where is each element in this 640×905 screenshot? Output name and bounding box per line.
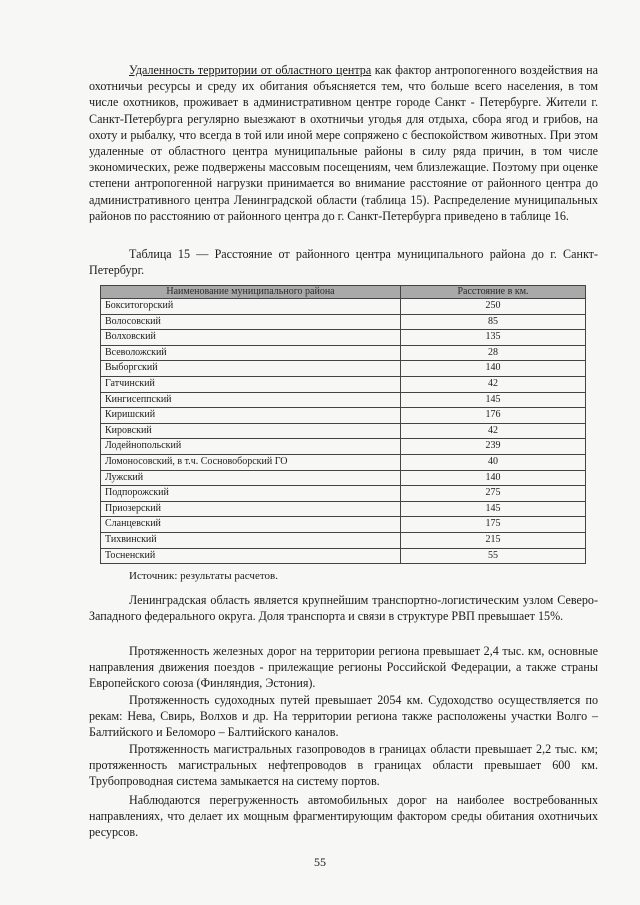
- distance-value: 175: [401, 517, 586, 533]
- table-row: [101, 532, 586, 548]
- distance-value: 85: [401, 314, 586, 330]
- district-name: Кировский: [101, 423, 401, 439]
- paragraph-transport: Ленинградская область является крупнейшим транспортно-логистическим узлом Северо-Западного федерального округа. Доля транспорта и связи в структуре РВП превышает 15%.: [89, 593, 598, 624]
- table-header-row: [101, 286, 586, 299]
- table-body: [101, 299, 586, 564]
- table-source-note: Источник: результаты расчетов.: [129, 570, 278, 582]
- distance-value: 135: [401, 330, 586, 346]
- paragraph-railways: Протяженность железных дорог на территории региона превышает 2,4 тыс. км, основные направления движения поездов - прилежащие регионы Российской Федерации, а также страны Европейского союза (Финляндия, Эстония).: [89, 644, 598, 691]
- distance-value: 40: [401, 454, 586, 470]
- column-header-distance: Расстояние в км.: [401, 286, 586, 299]
- distance-value: 145: [401, 392, 586, 408]
- district-name: Тосненский: [101, 548, 401, 564]
- district-name: Лужский: [101, 470, 401, 486]
- distance-value: 140: [401, 470, 586, 486]
- distance-value: 42: [401, 423, 586, 439]
- table-row: [101, 501, 586, 517]
- paragraph-roads: Наблюдаются перегруженность автомобильных дорог на наиболее востребованных направлениях, что делает их мощным фрагментирующим фактором среды обитания охотничьих ресурсов.: [89, 793, 598, 840]
- distance-value: 42: [401, 376, 586, 392]
- district-name: Сланцевский: [101, 517, 401, 533]
- table-row: [101, 517, 586, 533]
- district-name: Волосовский: [101, 314, 401, 330]
- table-caption: Таблица 15 — Расстояние от районного центра муниципального района до г. Санкт-Петербург.: [89, 247, 598, 277]
- table-row: [101, 361, 586, 377]
- district-name: Приозерский: [101, 501, 401, 517]
- table-row: [101, 314, 586, 330]
- distance-value: 250: [401, 299, 586, 315]
- table-row: [101, 439, 586, 455]
- distance-value: 55: [401, 548, 586, 564]
- district-name: Ломоносовский, в т.ч. Сосновоборский ГО: [101, 454, 401, 470]
- district-name: Подпорожский: [101, 486, 401, 502]
- distance-value: 239: [401, 439, 586, 455]
- table-row: [101, 392, 586, 408]
- table-row: [101, 345, 586, 361]
- district-name: Кингисеппский: [101, 392, 401, 408]
- page-number: 55: [314, 855, 326, 869]
- district-name: Киришский: [101, 408, 401, 424]
- table-row: [101, 376, 586, 392]
- table-row: [101, 454, 586, 470]
- distance-value: 176: [401, 408, 586, 424]
- district-name: Всеволожский: [101, 345, 401, 361]
- district-name: Выборгский: [101, 361, 401, 377]
- distance-table: [100, 285, 586, 564]
- table-row: [101, 299, 586, 315]
- table-row: [101, 408, 586, 424]
- district-name: Бокситогорский: [101, 299, 401, 315]
- distance-value: 275: [401, 486, 586, 502]
- paragraph-remoteness: [89, 62, 598, 224]
- paragraph-text: как фактор антропогенного воздействия на охотничьи ресурсы и среду их обитания объясняется тем, что больше всего населения, в том числе охотников, проживает в административном центре городе Санкт - Петербурге. Жители г. Санкт-Петербурга регулярно выезжают в охотничьи угодья для отдыха, сбора ягод и грибов, на охоту и рыбалку, что всегда в той или иной мере сопряжено с беспокойством животных. При этом удаленные от областного центра муниципальные районы в силу ряда причин, в том числе экономических, реже подвержены массовым посещениям, чем близлежащие. Поэтому при оценке степени антропогенной нагрузки принимается во внимание расстояние от районного центра до административного центра Ленинградской области (таблица 15). Распределение муниципальных районов по расстоянию от районного центра до г. Санкт-Петербурга приведено в таблице 16.: [89, 63, 598, 223]
- table-row: [101, 423, 586, 439]
- district-name: Лодейнопольский: [101, 439, 401, 455]
- table-row: [101, 486, 586, 502]
- paragraph-waterways: Протяженность судоходных путей превышает 2054 км. Судоходство осуществляется по рекам: Нева, Свирь, Волхов и др. На территории региона также расположены участки Волго – Балтийского и Беломоро – Балтийского каналов.: [89, 693, 598, 740]
- table-row: [101, 470, 586, 486]
- distance-value: 140: [401, 361, 586, 377]
- table-row: [101, 330, 586, 346]
- distance-value: 28: [401, 345, 586, 361]
- district-name: Волховский: [101, 330, 401, 346]
- paragraph-lead-underlined: Удаленность территории от областного центра: [129, 63, 372, 77]
- distance-value: 215: [401, 532, 586, 548]
- distance-value: 145: [401, 501, 586, 517]
- paragraph-pipelines: Протяженность магистральных газопроводов в границах области превышает 2,2 тыс. км; протяженность магистральных нефтепроводов в границах области превышает 600 км. Трубопроводная система замыкается на систему портов.: [89, 742, 598, 789]
- table-row: [101, 548, 586, 564]
- district-name: Гатчинский: [101, 376, 401, 392]
- column-header-district: Наименование муниципального района: [101, 286, 401, 299]
- district-name: Тихвинский: [101, 532, 401, 548]
